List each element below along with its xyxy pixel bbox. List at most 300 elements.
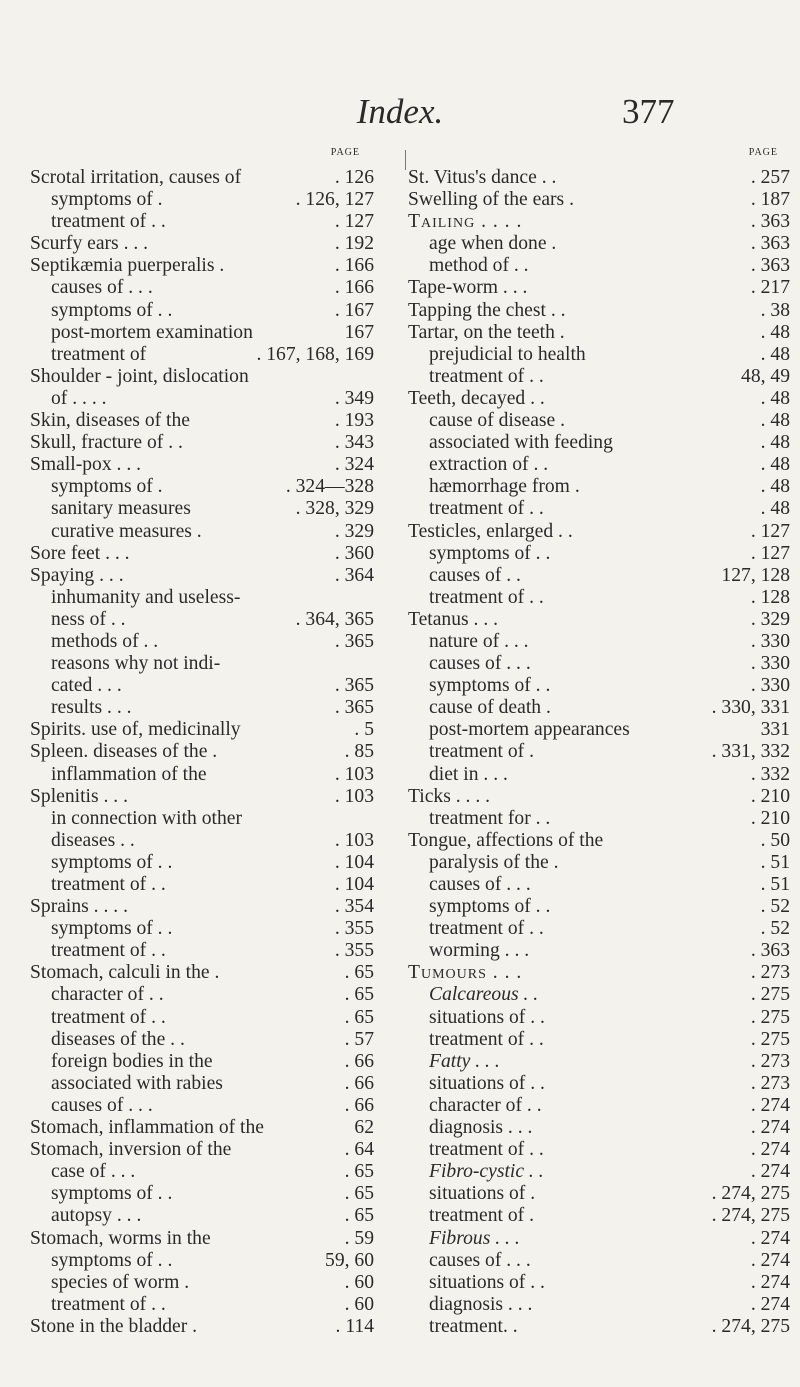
entry-page-numbers: 59, 60 xyxy=(325,1249,374,1271)
index-entry xyxy=(408,631,790,653)
entry-page-numbers: . 274 xyxy=(750,1094,790,1116)
index-entry xyxy=(30,918,402,940)
entry-page-numbers: . 329 xyxy=(750,608,790,630)
entry-term: Spirits. use of, medicinally xyxy=(30,719,241,741)
entry-page-numbers: . 274 xyxy=(750,1293,790,1315)
entry-page-numbers: . 275 xyxy=(750,984,790,1006)
entry-page-numbers: . 166 xyxy=(334,255,374,277)
entry-page-numbers: . 5 xyxy=(354,719,374,741)
index-entry xyxy=(30,1073,402,1095)
index-entry xyxy=(30,1316,402,1338)
index-entry xyxy=(30,432,402,454)
entry-term: autopsy . . . xyxy=(51,1205,142,1227)
entry-term: extraction of . . xyxy=(429,454,549,476)
entry-term: Skin, diseases of the xyxy=(30,410,190,432)
index-entry xyxy=(408,454,790,476)
index-entry xyxy=(408,587,790,609)
index-entry xyxy=(30,189,402,211)
entry-term: Stomach, inflammation of the xyxy=(30,1117,264,1139)
entry-term: Stone in the bladder . xyxy=(30,1315,198,1337)
entry-term: ness of . . xyxy=(51,608,126,630)
entry-page-numbers: . 50 xyxy=(760,829,790,851)
entry-page-numbers: . 330 xyxy=(750,675,790,697)
entry-term: treatment of . . xyxy=(51,1006,166,1028)
entry-term: symptoms of . . xyxy=(51,1249,173,1271)
index-entry xyxy=(30,675,402,697)
entry-page-numbers: . 65 xyxy=(344,1183,374,1205)
entry-term: Sore feet . . . xyxy=(30,542,130,564)
index-entry xyxy=(408,1294,790,1316)
entry-term: symptoms of . . xyxy=(51,851,173,873)
entry-term: symptoms of . . xyxy=(51,299,173,321)
index-entry xyxy=(408,300,790,322)
entry-term: post-mortem examination xyxy=(51,321,253,343)
entry-page-numbers: . 65 xyxy=(344,984,374,1006)
index-entry xyxy=(408,410,790,432)
entry-term: cause of disease . xyxy=(429,410,566,432)
index-entry xyxy=(408,1007,790,1029)
index-entry xyxy=(408,741,790,763)
entry-term: symptoms of . . xyxy=(429,675,551,697)
entry-term: diet in . . . xyxy=(429,763,508,785)
index-entry xyxy=(30,233,402,255)
entry-page-numbers: . 330, 331 xyxy=(711,697,790,719)
entry-page-numbers: . 167, 168, 169 xyxy=(256,343,374,365)
index-entry xyxy=(408,675,790,697)
entry-term: treatment of . xyxy=(429,1205,535,1227)
entry-page-numbers: . 363 xyxy=(750,233,790,255)
entry-term: treatment of . . xyxy=(429,1028,544,1050)
entry-term: Tetanus . . . xyxy=(408,608,499,630)
entry-term: post-mortem appearances xyxy=(429,719,630,741)
entry-term: Tape-worm . . . xyxy=(408,277,528,299)
index-entry xyxy=(30,874,402,896)
entry-term: Scrotal irritation, causes of xyxy=(30,167,242,188)
entry-term: Fibro-cystic . . xyxy=(429,1161,544,1183)
index-entry xyxy=(30,1250,402,1272)
entry-term: diseases . . xyxy=(51,829,135,851)
entry-term: paralysis of the . xyxy=(429,851,559,873)
entry-term: curative measures . xyxy=(51,520,202,542)
entry-page-numbers: . 193 xyxy=(334,410,374,432)
index-entry xyxy=(30,1029,402,1051)
index-entry xyxy=(408,498,790,520)
page-title: Index. xyxy=(356,92,444,131)
entry-term: treatment of . . xyxy=(429,918,544,940)
entry-term: inhumanity and useless- xyxy=(51,586,241,608)
index-entry xyxy=(408,476,790,498)
entry-term: treatment of . . xyxy=(429,1139,544,1161)
index-entry xyxy=(30,1228,402,1250)
entry-term: method of . . xyxy=(429,255,529,277)
page-column-heading xyxy=(30,147,402,167)
entry-page-numbers: . 48 xyxy=(760,476,790,498)
index-entry xyxy=(30,1294,402,1316)
entry-page-numbers: . 364, 365 xyxy=(295,608,374,630)
entry-page-numbers: . 331, 332 xyxy=(711,741,790,763)
page-column-heading xyxy=(408,147,790,167)
entry-page-numbers: . 127 xyxy=(334,211,374,233)
entry-term: Teeth, decayed . . xyxy=(408,387,545,409)
index-entry xyxy=(408,1183,790,1205)
entry-page-numbers: . 48 xyxy=(760,343,790,365)
entry-page-numbers: . 104 xyxy=(334,874,374,895)
entry-term: Fatty . . . xyxy=(429,1050,500,1072)
entry-page-numbers: . 166 xyxy=(334,277,374,299)
entry-page-numbers: . 363 xyxy=(750,211,790,233)
entry-term: cause of death . xyxy=(429,697,551,719)
entry-term: symptoms of . . xyxy=(429,896,551,918)
entry-term: symptoms of . xyxy=(51,189,163,211)
entry-page-numbers: . 65 xyxy=(344,1161,374,1183)
index-entry xyxy=(408,1228,790,1250)
entry-page-numbers: . 51 xyxy=(760,874,790,895)
entry-term: cated . . . xyxy=(51,675,122,697)
entry-page-numbers: . 126 xyxy=(334,167,374,188)
entry-page-numbers: . 127 xyxy=(750,542,790,564)
index-entry xyxy=(30,653,402,675)
entry-term: worming . . . xyxy=(429,940,530,962)
entry-page-numbers: . 217 xyxy=(750,277,790,299)
entry-term: character of . . xyxy=(51,984,164,1006)
entry-page-numbers: . 192 xyxy=(334,233,374,255)
entry-term: of . . . . xyxy=(51,387,107,409)
entry-page-numbers: . 65 xyxy=(344,1205,374,1227)
index-entry xyxy=(30,1095,402,1117)
entry-term: symptoms of . . xyxy=(51,918,173,940)
entry-page-numbers: . 273 xyxy=(750,962,790,984)
entry-page-numbers: . 66 xyxy=(344,1072,374,1094)
index-entry xyxy=(30,962,402,984)
entry-page-numbers: . 332 xyxy=(750,763,790,785)
index-column-right xyxy=(408,147,790,1338)
entry-page-numbers: . 363 xyxy=(750,255,790,277)
entry-term: symptoms of . . xyxy=(51,1183,173,1205)
entry-page-numbers: . 51 xyxy=(760,851,790,873)
entry-page-numbers: . 274, 275 xyxy=(711,1315,790,1337)
index-entry xyxy=(30,1139,402,1161)
entry-term: treatment. . xyxy=(429,1315,518,1337)
entry-term: treatment of xyxy=(51,343,147,365)
index-entry xyxy=(408,1073,790,1095)
entry-term: inflammation of the xyxy=(51,763,207,785)
entry-term: Septikæmia puerperalis . xyxy=(30,255,225,277)
entry-page-numbers: . 329 xyxy=(334,520,374,542)
entry-page-numbers: . 274 xyxy=(750,1139,790,1161)
entry-page-numbers: . 360 xyxy=(334,542,374,564)
entry-page-numbers: . 274 xyxy=(750,1227,790,1249)
entry-term: methods of . . xyxy=(51,630,159,652)
entry-page-numbers: . 127 xyxy=(750,520,790,542)
entry-page-numbers: 48, 49 xyxy=(741,365,790,387)
entry-term: Tailing . . . . xyxy=(408,211,523,233)
entry-page-numbers: . 64 xyxy=(344,1139,374,1161)
index-entry xyxy=(408,1117,790,1139)
entry-term: Sprains . . . . xyxy=(30,896,128,918)
entry-term: associated with rabies xyxy=(51,1072,223,1094)
entry-term: situations of . xyxy=(429,1183,536,1205)
entry-term: treatment of . xyxy=(429,741,535,763)
entry-term: Spleen. diseases of the . xyxy=(30,741,218,763)
entry-page-numbers: . 354 xyxy=(334,896,374,918)
entry-page-numbers: . 275 xyxy=(750,1006,790,1028)
index-entry xyxy=(30,277,402,299)
index-entry xyxy=(408,432,790,454)
entry-page-numbers: . 48 xyxy=(760,410,790,432)
entry-page-numbers: . 48 xyxy=(760,387,790,409)
entry-term: age when done . xyxy=(429,233,557,255)
index-entry xyxy=(408,1095,790,1117)
entry-page-numbers: . 52 xyxy=(760,918,790,940)
index-entry xyxy=(30,631,402,653)
index-entry xyxy=(408,1250,790,1272)
index-entry xyxy=(408,388,790,410)
entry-page-numbers: 127, 128 xyxy=(721,564,790,586)
entry-term: symptoms of . xyxy=(51,476,163,498)
index-entry xyxy=(30,587,402,609)
entry-page-numbers: . 59 xyxy=(344,1227,374,1249)
entry-term: diagnosis . . . xyxy=(429,1117,533,1139)
index-entry xyxy=(30,300,402,322)
entry-page-numbers: . 104 xyxy=(334,851,374,873)
entry-page-numbers: . 57 xyxy=(344,1028,374,1050)
entry-term: St. Vitus's dance . . xyxy=(408,167,557,188)
index-entry xyxy=(30,167,402,189)
entry-term: causes of . . . xyxy=(429,874,531,895)
index-entry xyxy=(30,366,402,388)
entry-page-numbers: 331 xyxy=(760,719,790,741)
entry-page-numbers: . 128 xyxy=(750,586,790,608)
index-entry xyxy=(30,940,402,962)
index-entry xyxy=(408,918,790,940)
index-entries-left xyxy=(30,167,402,1338)
entry-page-numbers: 167 xyxy=(344,321,374,343)
entry-term: treatment of . . xyxy=(51,874,166,895)
entry-page-numbers: . 364 xyxy=(334,564,374,586)
entry-page-numbers: . 257 xyxy=(750,167,790,188)
index-entry xyxy=(408,211,790,233)
index-entry xyxy=(408,609,790,631)
entry-term: hæmorrhage from . xyxy=(429,476,580,498)
index-entry xyxy=(408,565,790,587)
entry-page-numbers: . 210 xyxy=(750,807,790,829)
index-entry xyxy=(30,476,402,498)
entry-page-numbers: . 48 xyxy=(760,432,790,454)
entry-term: foreign bodies in the xyxy=(51,1050,213,1072)
entry-term: Tartar, on the teeth . xyxy=(408,321,565,343)
entry-term: Tumours . . . xyxy=(408,962,523,984)
entry-term: treatment of . . xyxy=(429,498,544,520)
index-entry xyxy=(408,719,790,741)
entry-page-numbers: . 103 xyxy=(334,829,374,851)
entry-term: reasons why not indi- xyxy=(51,653,221,675)
index-entry xyxy=(408,962,790,984)
entry-term: Testicles, enlarged . . xyxy=(408,520,573,542)
entry-term: treatment of . . xyxy=(429,586,544,608)
index-entry xyxy=(30,322,402,344)
index-entry xyxy=(408,764,790,786)
entry-term: Ticks . . . . xyxy=(408,785,491,807)
index-entry xyxy=(408,874,790,896)
index-entry xyxy=(30,1161,402,1183)
entry-term: Skull, fracture of . . xyxy=(30,432,183,454)
entry-term: associated with feeding xyxy=(429,432,613,454)
entry-term: treatment of . . xyxy=(51,940,166,962)
entry-term: causes of . . . xyxy=(429,653,531,675)
index-entry xyxy=(30,1272,402,1294)
index-entry xyxy=(30,830,402,852)
index-entry xyxy=(408,322,790,344)
entry-page-numbers: . 275 xyxy=(750,1028,790,1050)
index-entry xyxy=(408,1205,790,1227)
entry-term: prejudicial to health xyxy=(429,343,586,365)
entry-term: species of worm . xyxy=(51,1271,190,1293)
entry-term: nature of . . . xyxy=(429,630,529,652)
index-entry xyxy=(408,1051,790,1073)
index-entry xyxy=(30,344,402,366)
entry-page-numbers: . 48 xyxy=(760,454,790,476)
entry-term: treatment for . . xyxy=(429,807,551,829)
index-entry xyxy=(408,189,790,211)
index-entry xyxy=(30,896,402,918)
entry-term: results . . . xyxy=(51,697,132,719)
entry-term: treatment of . . xyxy=(51,211,166,233)
index-entry xyxy=(30,498,402,520)
entry-page-numbers: . 274 xyxy=(750,1249,790,1271)
entry-page-numbers: . 114 xyxy=(335,1315,374,1337)
entry-term: Shoulder - joint, dislocation xyxy=(30,365,249,387)
index-column-left xyxy=(30,147,402,1338)
entry-page-numbers: . 274 xyxy=(750,1117,790,1139)
entry-page-numbers: . 324—328 xyxy=(285,476,374,498)
index-entry xyxy=(408,543,790,565)
entry-term: treatment of . . xyxy=(429,365,544,387)
entry-term: Stomach, inversion of the xyxy=(30,1139,232,1161)
entry-page-numbers: . 66 xyxy=(344,1094,374,1116)
entry-page-numbers: . 48 xyxy=(760,498,790,520)
index-entry xyxy=(30,1007,402,1029)
index-entry xyxy=(30,565,402,587)
index-entry xyxy=(408,1161,790,1183)
entry-page-numbers: . 355 xyxy=(334,940,374,962)
entry-term: causes of . . xyxy=(429,564,521,586)
index-entry xyxy=(408,167,790,189)
index-entry xyxy=(408,852,790,874)
entry-term: Tongue, affections of the xyxy=(408,829,604,851)
entry-page-numbers: . 343 xyxy=(334,432,374,454)
index-entry xyxy=(30,808,402,830)
entry-page-numbers: . 273 xyxy=(750,1072,790,1094)
index-entry xyxy=(30,410,402,432)
index-entry xyxy=(30,388,402,410)
entry-term: Small-pox . . . xyxy=(30,454,142,476)
entry-term: symptoms of . . xyxy=(429,542,551,564)
index-entry xyxy=(408,786,790,808)
index-entry xyxy=(30,454,402,476)
index-entry xyxy=(30,1205,402,1227)
page-heading-label: PAGE xyxy=(330,147,360,158)
index-entry xyxy=(408,830,790,852)
entry-page-numbers: . 349 xyxy=(334,387,374,409)
entry-page-numbers: . 355 xyxy=(334,918,374,940)
entry-page-numbers: . 126, 127 xyxy=(295,189,374,211)
entry-term: Tapping the chest . . xyxy=(408,299,566,321)
entry-term: case of . . . xyxy=(51,1161,136,1183)
entry-page-numbers: . 60 xyxy=(344,1271,374,1293)
index-entry xyxy=(30,1051,402,1073)
entry-term: situations of . . xyxy=(429,1271,545,1293)
entry-term: treatment of . . xyxy=(51,1293,166,1315)
entry-page-numbers: . 52 xyxy=(760,896,790,918)
entry-page-numbers: . 274 xyxy=(750,1161,790,1183)
entry-page-numbers: . 328, 329 xyxy=(295,498,374,520)
entry-page-numbers: . 330 xyxy=(750,653,790,675)
page-number: 377 xyxy=(622,92,675,131)
entry-page-numbers: . 274, 275 xyxy=(711,1183,790,1205)
entry-term: Calcareous . . xyxy=(429,984,539,1006)
entry-page-numbers: . 365 xyxy=(334,697,374,719)
running-head xyxy=(0,92,800,132)
index-entry xyxy=(30,543,402,565)
index-entry xyxy=(30,786,402,808)
index-entries-right xyxy=(408,167,790,1338)
entry-page-numbers: . 274 xyxy=(750,1271,790,1293)
index-entry xyxy=(408,896,790,918)
index-entry xyxy=(408,808,790,830)
entry-term: Spaying . . . xyxy=(30,564,124,586)
entry-term: diseases of the . . xyxy=(51,1028,185,1050)
index-entry xyxy=(30,741,402,763)
index-entry xyxy=(408,277,790,299)
index-entry xyxy=(408,1272,790,1294)
entry-term: Swelling of the ears . xyxy=(408,189,574,211)
index-entry xyxy=(408,366,790,388)
entry-term: situations of . . xyxy=(429,1072,545,1094)
entry-page-numbers: . 365 xyxy=(334,630,374,652)
entry-term: in connection with other xyxy=(51,807,242,829)
entry-page-numbers: . 103 xyxy=(334,785,374,807)
index-entry xyxy=(408,653,790,675)
index-entry xyxy=(408,697,790,719)
index-entry xyxy=(408,344,790,366)
index-entry xyxy=(408,1316,790,1338)
entry-term: Stomach, calculi in the . xyxy=(30,962,220,984)
entry-term: diagnosis . . . xyxy=(429,1293,533,1315)
entry-page-numbers: . 38 xyxy=(760,299,790,321)
index-entry xyxy=(30,852,402,874)
index-entry xyxy=(30,255,402,277)
index-entry xyxy=(408,940,790,962)
entry-page-numbers: . 363 xyxy=(750,940,790,962)
index-entry xyxy=(30,609,402,631)
entry-term: causes of . . . xyxy=(51,277,153,299)
entry-term: sanitary measures xyxy=(51,498,191,520)
entry-page-numbers: . 330 xyxy=(750,630,790,652)
entry-page-numbers: . 65 xyxy=(344,962,374,984)
entry-page-numbers: . 365 xyxy=(334,675,374,697)
entry-page-numbers: . 167 xyxy=(334,299,374,321)
index-entry xyxy=(30,764,402,786)
index-entry xyxy=(408,1139,790,1161)
index-entry xyxy=(30,697,402,719)
entry-page-numbers: . 48 xyxy=(760,321,790,343)
index-entry xyxy=(408,984,790,1006)
index-entry xyxy=(30,719,402,741)
entry-term: situations of . . xyxy=(429,1006,545,1028)
index-entry xyxy=(30,984,402,1006)
index-entry xyxy=(408,233,790,255)
entry-page-numbers: . 103 xyxy=(334,763,374,785)
